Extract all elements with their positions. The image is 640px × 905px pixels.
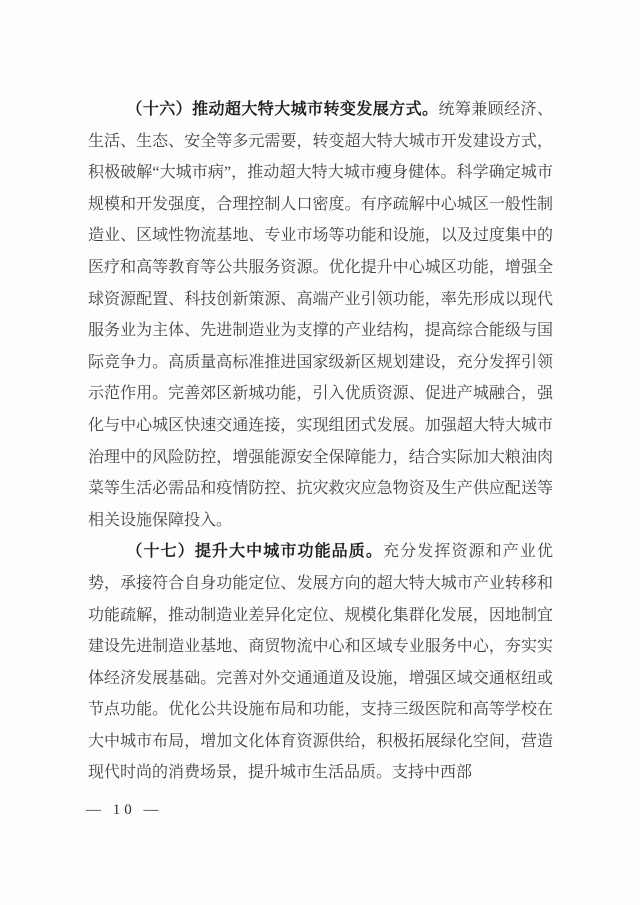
section-17-heading: （十七）提升大中城市功能品质。 — [126, 543, 384, 561]
page-number: — 10 — — [86, 802, 163, 818]
document-body — [88, 94, 553, 789]
paragraph-section-16 — [88, 94, 553, 536]
paragraph-section-17 — [88, 536, 553, 789]
section-16-body-text: 统筹兼顾经济、生活、生态、安全等多元需要，转变超大特大城市开发建设方式，积极破解“大城市病”，推动超大特大城市瘦身健体。科学确定城市规模和开发强度，合理控制人口密度。有序疏解中心城区一般性制造业、区域性物流基地、专业市场等功能和设施，以及过度集中的医疗和高等教育等公共服务资源。优化提升中心城区功能，增强全球资源配置、科技创新策源、高端产业引领功能，率先形成以现代服务业为主体、先进制造业为支撑的产业结构，提高综合能级与国际竞争力。高质量高标准推进国家级新区规划建设，充分发挥引领示范作用。完善郊区新城功能，引入优质资源、促进产城融合，强化与中心城区快速交通连接，实现组团式发展。加强超大特大城市治理中的风险防控，增强能源安全保障能力，结合实际加大粮油肉菜等生活必需品和疫情防控、抗灾救灾应急物资及生产供应配送等相关设施保障投入。 — [88, 101, 553, 529]
section-16-heading: （十六）推动超大特大城市转变发展方式。 — [126, 101, 439, 118]
section-17-body-text: 充分发挥资源和产业优势，承接符合自身功能定位、发展方向的超大特大城市产业转移和功能疏解，推动制造业差异化定位、规模化集群化发展，因地制宜建设先进制造业基地、商贸物流中心和区域专业服务中心，夯实实体经济发展基础。完善对外交通通道及设施，增强区域交通枢纽或节点功能。优化公共设施布局和功能，支持三级医院和高等学校在大中城市布局，增加文化体育资源供给，积极拓展绿化空间，营造现代时尚的消费场景，提升城市生活品质。支持中西部 — [88, 543, 553, 782]
